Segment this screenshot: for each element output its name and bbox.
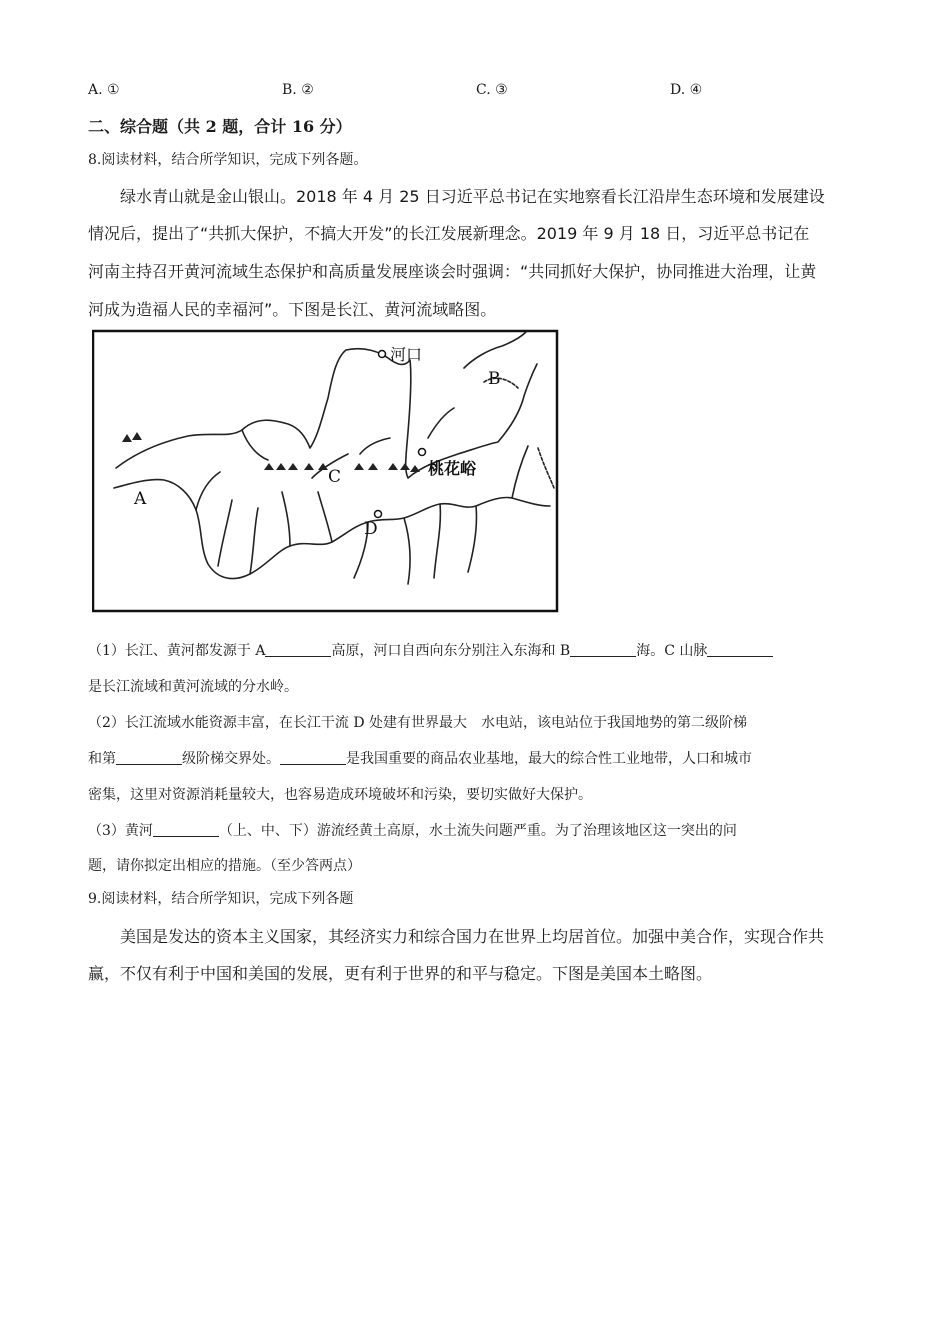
q8-sub2-text: 是我国重要的商品农业基地，最大的综合性工业地带，人口和城市 (346, 751, 752, 767)
q8-sub3-line1 (88, 820, 737, 840)
label-taohuayu: 桃花峪 (428, 459, 477, 478)
label-d: D (364, 519, 378, 539)
label-c: C (328, 467, 342, 487)
q9-heading: 9.阅读材料，结合所学知识，完成下列各题 (88, 891, 354, 907)
taohuayu-point (419, 449, 426, 456)
point-d-marker (375, 511, 382, 518)
q8-sub1-line1 (88, 640, 773, 660)
q8-material-line: 绿水青山就是金山银山。2018 年 4 月 25 日习近平总书记在实地察看长江沿岸生态环境和发展建设 (120, 187, 825, 206)
q8-sub3-text: （上、中、下）游流经黄土高原，水土流失问题严重。为了治理该地区这一突出的问 (218, 823, 737, 839)
option-b: B. ② (282, 82, 314, 98)
answer-blank-b[interactable] (570, 642, 636, 657)
q8-sub1-line2: 是长江流域和黄河流域的分水岭。 (88, 679, 298, 695)
q9-material-line: 赢，不仅有利于中国和美国的发展，更有利于世界的和平与稳定。下图是美国本土略图。 (88, 964, 713, 983)
answer-blank-reach[interactable] (153, 822, 219, 837)
q8-sub3-line2: 题，请你拟定出相应的措施。（至少答两点） (88, 858, 361, 874)
section-heading: 二、综合题（共 2 题，合计 16 分） (88, 117, 352, 136)
q8-sub1-text: 海。C 山脉 (636, 643, 708, 659)
q8-material-line: 河南主持召开黄河流域生态保护和高质量发展座谈会时强调：“共同抓好大保护，协同推进大治理，让黄 (88, 262, 817, 281)
label-a: A (134, 489, 147, 509)
answer-blank-step[interactable] (116, 750, 182, 765)
q8-sub2-text: 级阶梯交界处。 (182, 751, 280, 767)
q8-sub2-line1: （2）长江流域水能资源丰富，在长江干流 D 处建有世界最大 水电站，该电站位于我国地势的第二级阶梯 (88, 715, 748, 731)
answer-blank-region[interactable] (280, 750, 346, 765)
q8-sub3-text: （3）黄河 (88, 823, 153, 839)
hekou-point (379, 351, 386, 358)
option-c: C. ③ (476, 82, 508, 98)
answer-blank-c[interactable] (707, 642, 773, 657)
label-b: B (488, 369, 501, 389)
answer-blank-a[interactable] (265, 642, 331, 657)
option-a: A. ① (88, 82, 120, 98)
option-d: D. ④ (670, 82, 703, 98)
label-hekou: 河口 (390, 345, 423, 364)
q9-material-line: 美国是发达的资本主义国家，其经济实力和综合国力在世界上均居首位。加强中美合作，实现合作共 (120, 927, 825, 946)
q8-sub1-text: 高原，河口自西向东分别注入东海和 B (331, 643, 571, 659)
q8-sub2-line3: 密集，这里对资源消耗量较大，也容易造成环境破坏和污染，要切实做好大保护。 (88, 787, 592, 803)
yangtze-yellow-river-map (92, 328, 560, 614)
q8-sub2-text: 和第 (88, 751, 116, 767)
q8-sub1-text: （1）长江、黄河都发源于 A (88, 643, 266, 659)
q8-material-line: 情况后，提出了“共抓大保护，不搞大开发”的长江发展新理念。2019 年 9 月 18 日，习近平总书记在 (88, 224, 810, 243)
q8-material-line: 河成为造福人民的幸福河”。下图是长江、黄河流域略图。 (88, 300, 497, 319)
q8-sub2-line2 (88, 748, 752, 768)
q8-heading: 8.阅读材料，结合所学知识，完成下列各题。 (88, 152, 368, 168)
